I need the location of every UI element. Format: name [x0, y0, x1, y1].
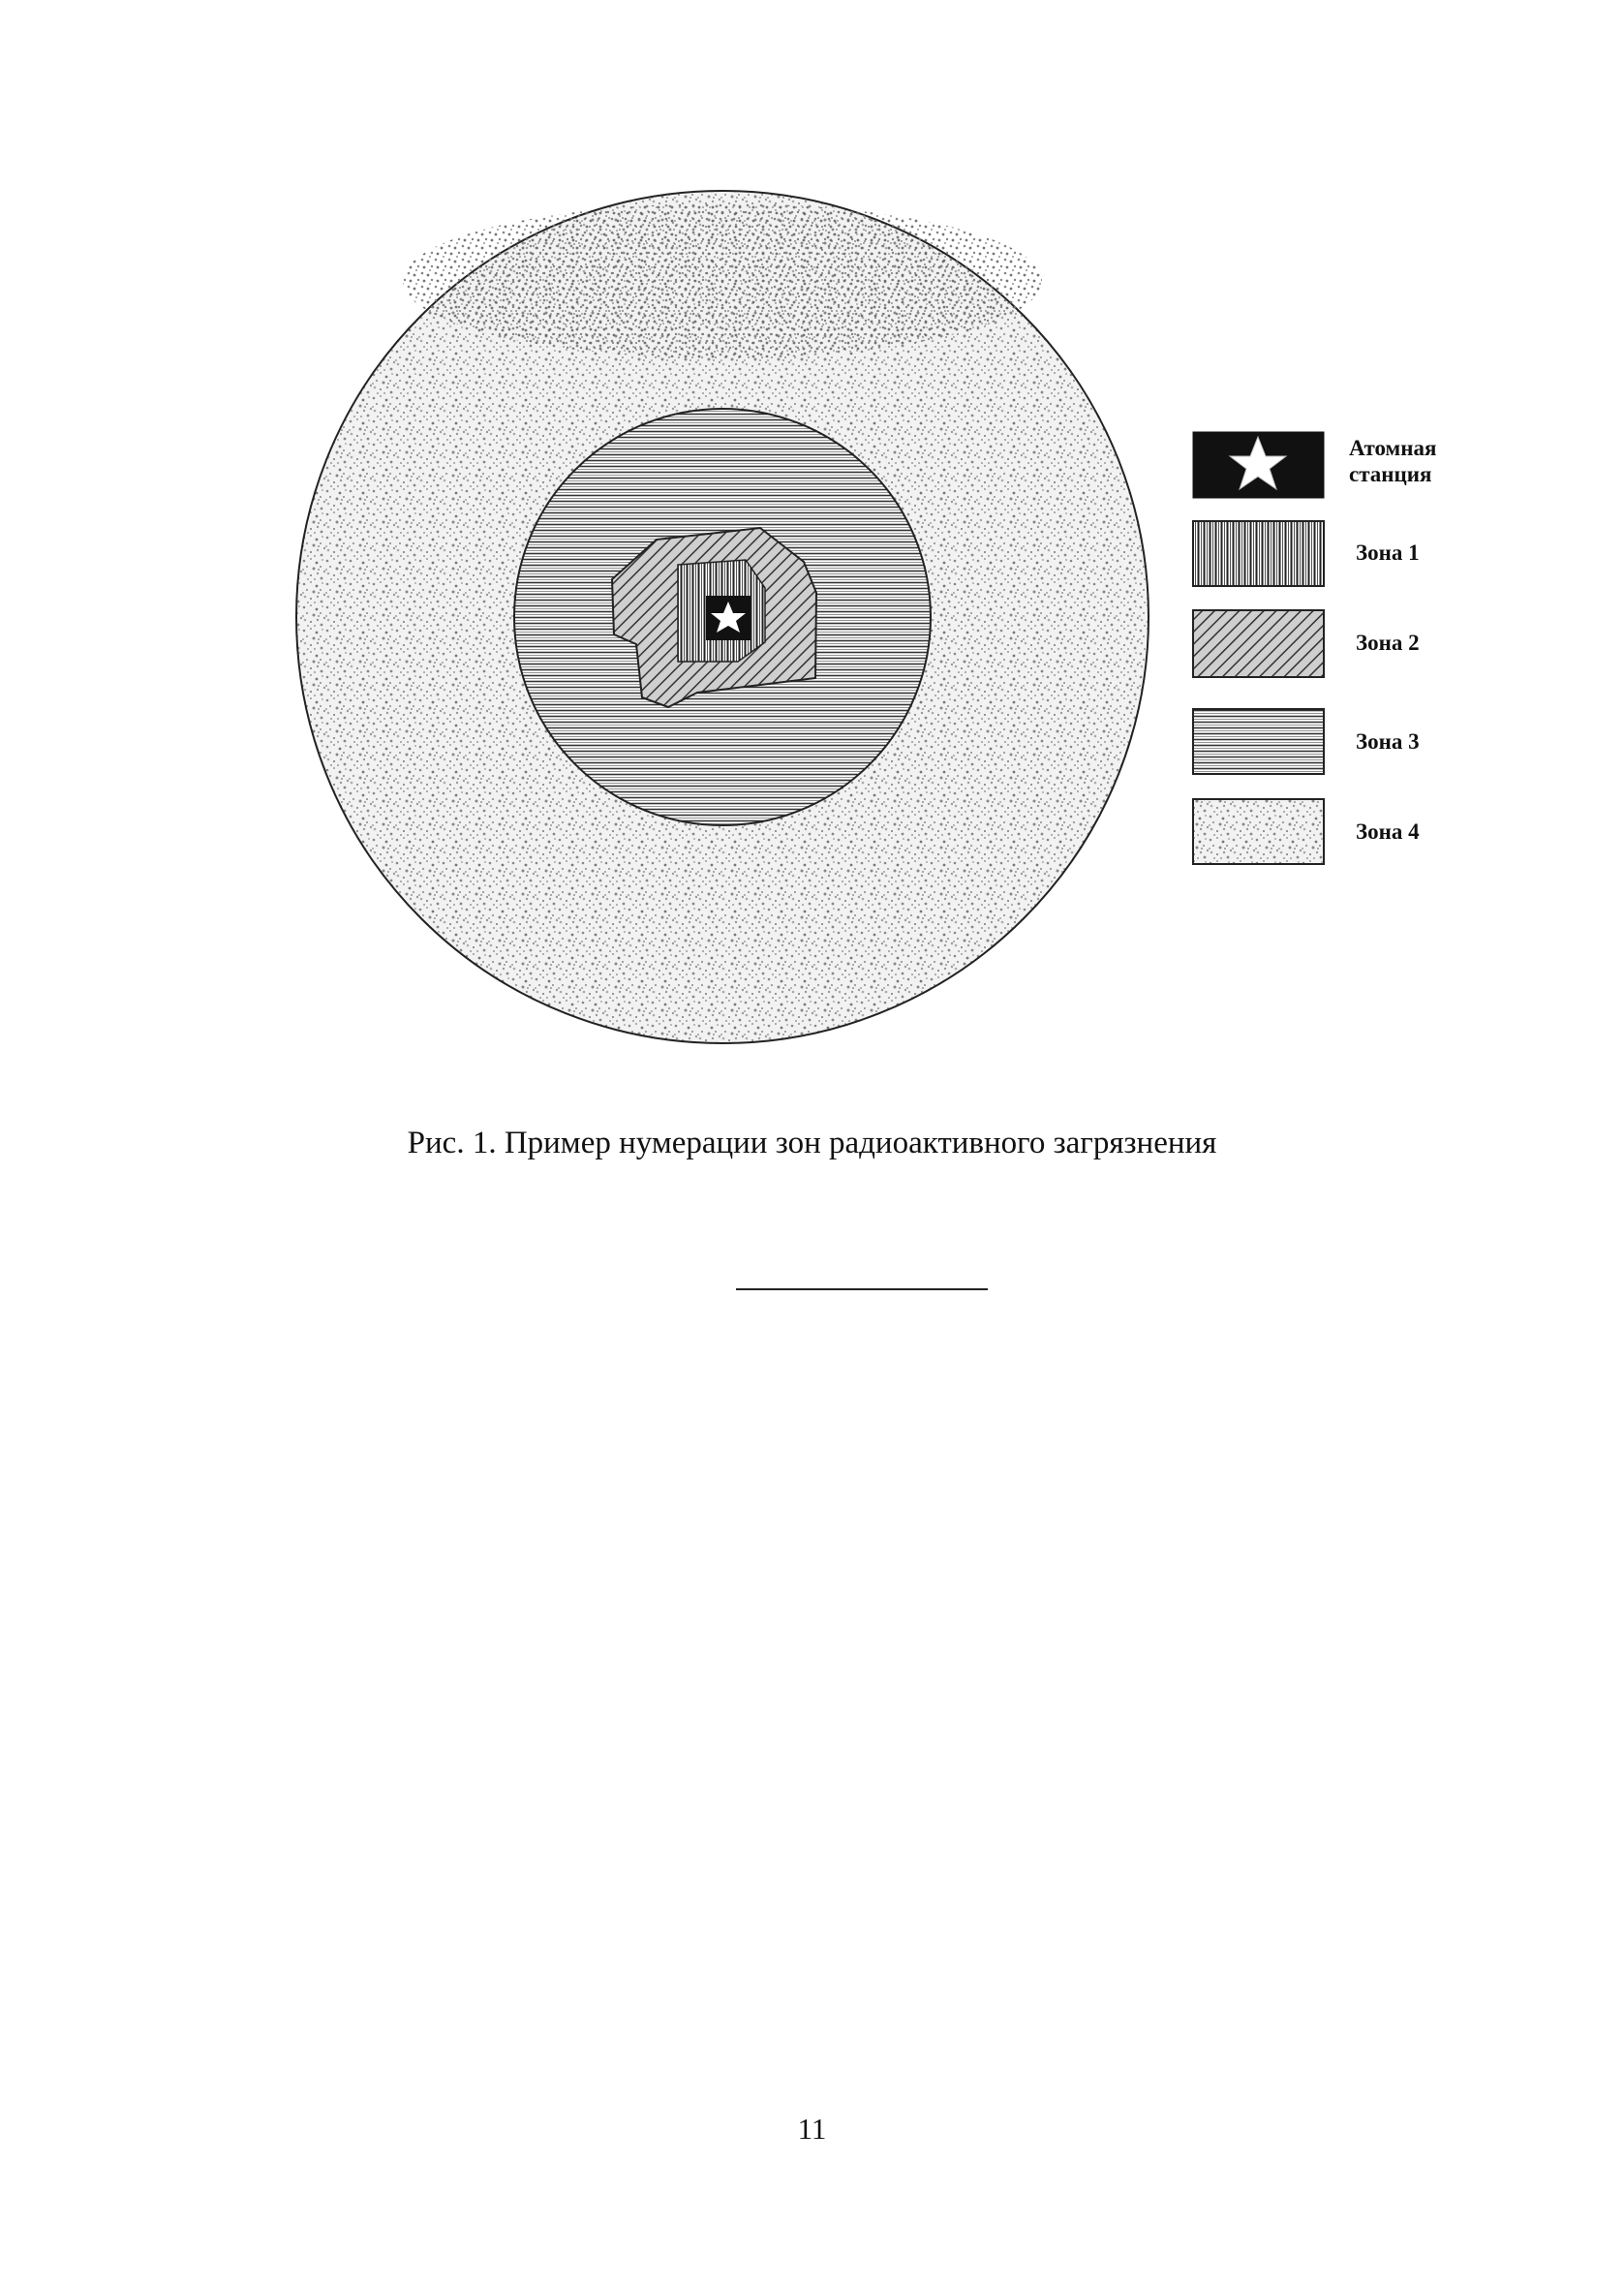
- legend-item-zone-2: [1193, 610, 1420, 677]
- legend-item-zone-4: [1193, 799, 1420, 864]
- nuclear-station-marker: [706, 596, 751, 640]
- figure-caption: Рис. 1. Пример нумерации зон радиоактивного загрязнения: [407, 1126, 1217, 1160]
- legend-zone-2-label: Зона 2: [1356, 631, 1420, 655]
- zone-4-dense-band: [403, 203, 1042, 358]
- legend-station-label-1: Атомная: [1349, 436, 1437, 460]
- legend-item-zone-1: [1193, 521, 1420, 586]
- legend-item-station: [1193, 432, 1436, 498]
- legend-zone-4-label: Зона 4: [1356, 819, 1420, 844]
- separator-rule: [736, 1288, 988, 1290]
- contamination-zones-diagram: [0, 0, 1624, 1114]
- legend-station-label-2: станция: [1349, 462, 1432, 486]
- page-number: 11: [797, 2112, 827, 2146]
- legend-item-zone-3: [1193, 709, 1420, 774]
- legend-zone-1-label: Зона 1: [1356, 541, 1420, 565]
- legend-zone-3-label: Зона 3: [1356, 729, 1420, 754]
- legend: [1193, 432, 1436, 864]
